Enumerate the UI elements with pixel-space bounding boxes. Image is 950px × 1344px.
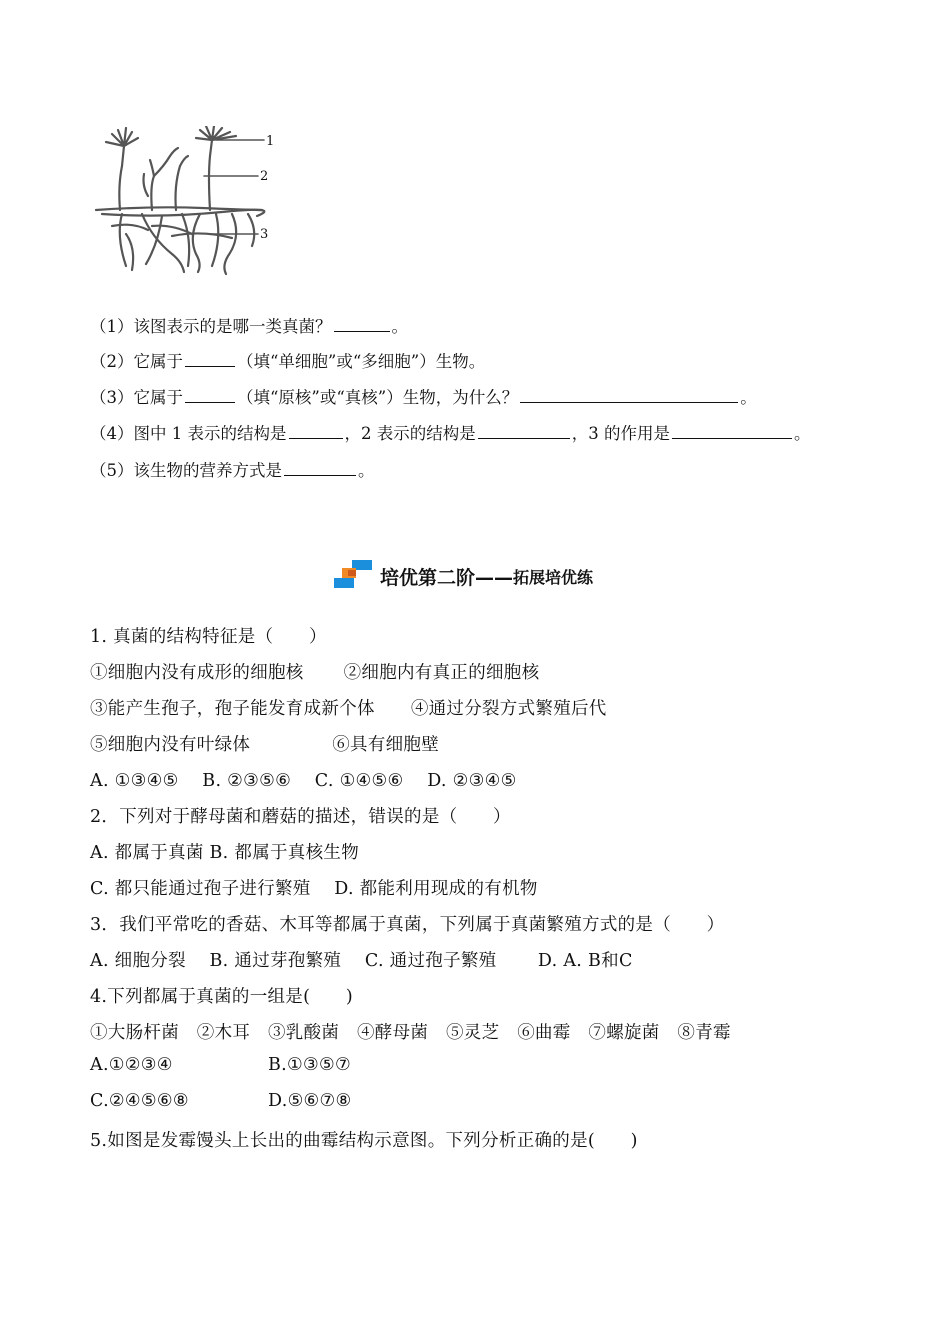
section-title-main: 培优第二阶—— <box>380 566 514 589</box>
answer-blank <box>520 387 738 403</box>
label-2: 2 <box>260 169 269 184</box>
question-1-stem: 1. 真菌的结构特征是（ ） <box>90 627 327 647</box>
subquestion-1: （1）该图表示的是哪一类真菌？ 。 <box>90 317 408 336</box>
section-heading <box>332 558 593 594</box>
label-3: 3 <box>260 227 269 242</box>
subquestion-3: （3）它属于 （填“原核”或“真核”）生物，为什么？ 。 <box>90 388 757 407</box>
answer-blank <box>185 351 235 367</box>
answer-blank <box>284 460 356 476</box>
question-2-choices-cd: C. 都只能通过孢子进行繁殖 D. 都能利用现成的有机物 <box>90 879 538 899</box>
answer-blank <box>334 316 390 332</box>
question-4-choices-cd: C.②④⑤⑥⑧ D.⑤⑥⑦⑧ <box>90 1091 352 1111</box>
question-1-choices: A. ①③④⑤ B. ②③⑤⑥ C. ①④⑤⑥ D. ②③④⑤ <box>90 771 517 791</box>
question-3-stem: 3．我们平常吃的香菇、木耳等都属于真菌，下列属于真菌繁殖方式的是（ ） <box>90 915 725 935</box>
answer-blank <box>185 387 235 403</box>
answer-blank <box>289 423 343 439</box>
question-5-stem: 5.如图是发霉馒头上长出的曲霉结构示意图。下列分析正确的是( ) <box>90 1131 638 1151</box>
subquestion-2: （2）它属于 （填“单细胞”或“多细胞”）生物。 <box>90 352 486 371</box>
section-title-sub: 拓展培优练 <box>513 567 594 587</box>
question-4-choices-ab: A.①②③④ B.①③⑤⑦ <box>90 1055 351 1075</box>
subquestion-4: （4）图中 1 表示的结构是 ，2 表示的结构是 ，3 的作用是 。 <box>90 424 811 443</box>
question-4-stem: 4.下列都属于真菌的一组是( ) <box>90 987 353 1007</box>
question-1-options-row3: ⑤细胞内没有叶绿体 ⑥具有细胞壁 <box>90 735 440 755</box>
section-logo-icon <box>332 558 376 594</box>
label-1: 1 <box>266 134 275 149</box>
question-2-stem: 2．下列对于酵母菌和蘑菇的描述，错误的是（ ） <box>90 807 511 827</box>
answer-blank <box>672 423 792 439</box>
question-1-options-row1: ①细胞内没有成形的细胞核 ②细胞内有真正的细胞核 <box>90 663 540 683</box>
subquestion-5: （5）该生物的营养方式是 。 <box>90 461 375 480</box>
question-2-choices-ab: A. 都属于真菌 B. 都属于真核生物 <box>90 843 360 863</box>
question-3-choices: A. 细胞分裂 B. 通过芽孢繁殖 C. 通过孢子繁殖 D. A. B和C <box>90 951 633 971</box>
answer-blank <box>478 423 570 439</box>
mold-structure-diagram <box>92 126 282 278</box>
question-4-items: ①大肠杆菌 ②木耳 ③乳酸菌 ④酵母菌 ⑤灵芝 ⑥曲霉 ⑦螺旋菌 ⑧青霉 <box>90 1023 731 1043</box>
question-1-options-row2: ③能产生孢子，孢子能发育成新个体 ④通过分裂方式繁殖后代 <box>90 699 607 719</box>
